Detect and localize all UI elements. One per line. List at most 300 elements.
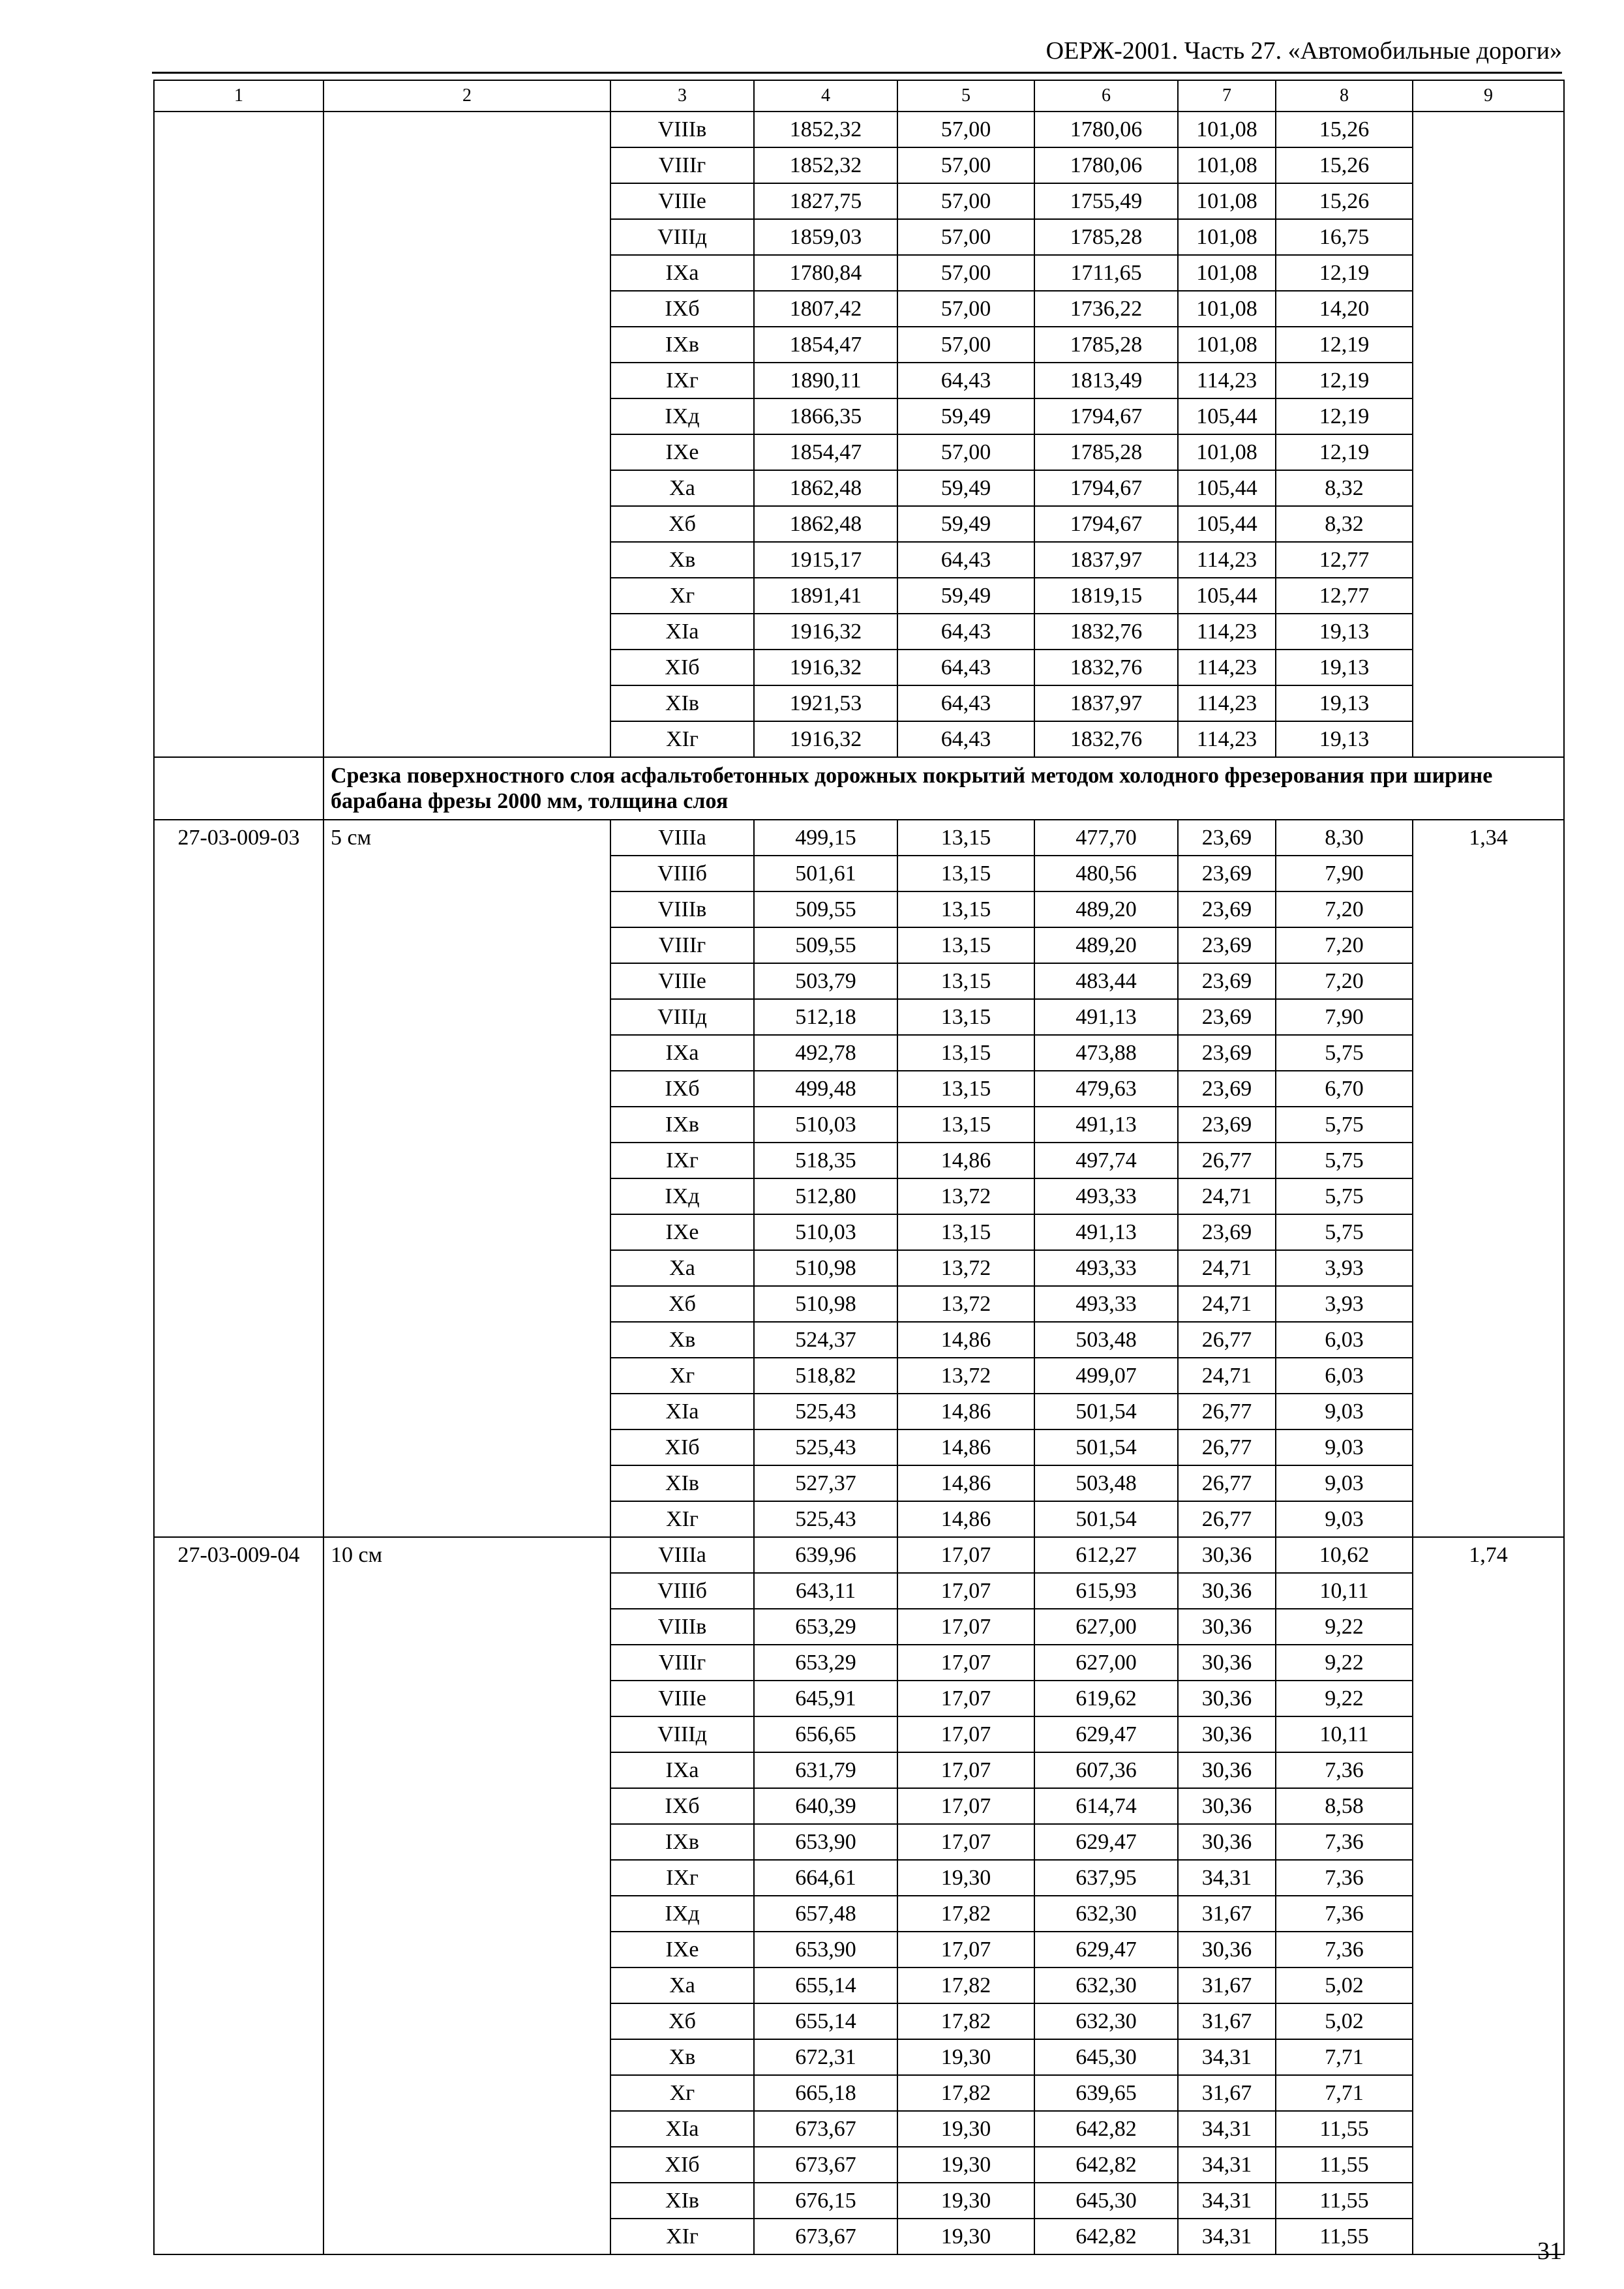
value-cell-8: 7,71 xyxy=(1276,2039,1413,2075)
code-cell: XIг xyxy=(610,1501,754,1537)
value-cell-6: 632,30 xyxy=(1034,1896,1178,1932)
value-cell-4: 653,29 xyxy=(754,1645,897,1681)
code-cell: VIIIд xyxy=(610,1716,754,1752)
value-cell-7: 30,36 xyxy=(1178,1537,1276,1573)
value-cell-5: 17,07 xyxy=(897,1573,1034,1609)
value-cell-7: 34,31 xyxy=(1178,2111,1276,2147)
value-cell-8: 5,02 xyxy=(1276,2003,1413,2039)
value-cell-4: 1916,32 xyxy=(754,650,897,685)
value-cell-6: 642,82 xyxy=(1034,2111,1178,2147)
value-cell-5: 57,00 xyxy=(897,147,1034,183)
value-cell-7: 31,67 xyxy=(1178,2075,1276,2111)
value-cell-4: 653,90 xyxy=(754,1824,897,1860)
value-cell-4: 655,14 xyxy=(754,1967,897,2003)
value-cell-4: 676,15 xyxy=(754,2183,897,2219)
value-cell-5: 13,72 xyxy=(897,1178,1034,1214)
value-cell-4: 1916,32 xyxy=(754,614,897,650)
value-cell-6: 477,70 xyxy=(1034,820,1178,856)
value-cell-7: 30,36 xyxy=(1178,1645,1276,1681)
value-cell-7: 26,77 xyxy=(1178,1143,1276,1178)
value-cell-4: 1921,53 xyxy=(754,685,897,721)
value-cell-6: 645,30 xyxy=(1034,2039,1178,2075)
value-cell-5: 13,15 xyxy=(897,856,1034,891)
value-cell-6: 614,74 xyxy=(1034,1788,1178,1824)
code-cell: IXа xyxy=(610,255,754,291)
code-cell: VIIIв xyxy=(610,891,754,927)
value-cell-4: 509,55 xyxy=(754,891,897,927)
value-cell-8: 12,77 xyxy=(1276,578,1413,614)
value-cell-6: 493,33 xyxy=(1034,1286,1178,1322)
code-cell: VIIIд xyxy=(610,219,754,255)
value-cell-8: 11,55 xyxy=(1276,2183,1413,2219)
value-cell-4: 653,90 xyxy=(754,1932,897,1967)
value-cell-6: 501,54 xyxy=(1034,1501,1178,1537)
column-number-cell: 9 xyxy=(1413,80,1564,112)
value-cell-6: 1780,06 xyxy=(1034,112,1178,147)
value-cell-8: 19,13 xyxy=(1276,685,1413,721)
value-cell-6: 632,30 xyxy=(1034,2003,1178,2039)
value-cell-6: 615,93 xyxy=(1034,1573,1178,1609)
value-cell-4: 503,79 xyxy=(754,963,897,999)
value-cell-4: 510,98 xyxy=(754,1250,897,1286)
value-cell-7: 23,69 xyxy=(1178,1035,1276,1071)
code-cell: VIIIв xyxy=(610,112,754,147)
value-cell-8: 8,32 xyxy=(1276,470,1413,506)
value-cell-8: 3,93 xyxy=(1276,1250,1413,1286)
value-cell-5: 17,07 xyxy=(897,1932,1034,1967)
value-cell-5: 64,43 xyxy=(897,614,1034,650)
code-cell: IXб xyxy=(610,1071,754,1107)
value-cell-5: 17,07 xyxy=(897,1537,1034,1573)
value-cell-8: 9,03 xyxy=(1276,1501,1413,1537)
value-cell-5: 17,82 xyxy=(897,1967,1034,2003)
name-cell-empty xyxy=(323,112,610,757)
value-cell-8: 7,36 xyxy=(1276,1932,1413,1967)
value-cell-4: 640,39 xyxy=(754,1788,897,1824)
code-cell: VIIIг xyxy=(610,147,754,183)
value-cell-8: 12,19 xyxy=(1276,398,1413,434)
value-cell-4: 1852,32 xyxy=(754,112,897,147)
value-cell-4: 518,35 xyxy=(754,1143,897,1178)
value-cell-6: 1794,67 xyxy=(1034,470,1178,506)
value-cell-6: 629,47 xyxy=(1034,1824,1178,1860)
value-cell-6: 1785,28 xyxy=(1034,434,1178,470)
code-cell: Xб xyxy=(610,2003,754,2039)
value-cell-5: 13,72 xyxy=(897,1250,1034,1286)
col9-cell-empty xyxy=(1413,112,1564,757)
value-cell-6: 637,95 xyxy=(1034,1860,1178,1896)
value-cell-4: 1862,48 xyxy=(754,470,897,506)
value-cell-7: 34,31 xyxy=(1178,2183,1276,2219)
value-cell-4: 525,43 xyxy=(754,1501,897,1537)
value-cell-8: 5,75 xyxy=(1276,1143,1413,1178)
section-title-row xyxy=(154,757,1564,820)
value-cell-7: 26,77 xyxy=(1178,1394,1276,1429)
code-cell: IXг xyxy=(610,1143,754,1178)
value-cell-4: 501,61 xyxy=(754,856,897,891)
value-cell-5: 13,15 xyxy=(897,999,1034,1035)
value-cell-8: 10,11 xyxy=(1276,1716,1413,1752)
value-cell-7: 34,31 xyxy=(1178,1860,1276,1896)
code-cell: VIIIе xyxy=(610,1681,754,1716)
value-cell-4: 512,80 xyxy=(754,1178,897,1214)
value-cell-8: 14,20 xyxy=(1276,291,1413,327)
value-cell-8: 3,93 xyxy=(1276,1286,1413,1322)
value-cell-5: 17,07 xyxy=(897,1716,1034,1752)
value-cell-5: 17,07 xyxy=(897,1681,1034,1716)
value-cell-4: 672,31 xyxy=(754,2039,897,2075)
value-cell-6: 619,62 xyxy=(1034,1681,1178,1716)
value-cell-4: 1866,35 xyxy=(754,398,897,434)
code-cell: XIа xyxy=(610,614,754,650)
code-cell: Xг xyxy=(610,1358,754,1394)
value-cell-7: 30,36 xyxy=(1178,1752,1276,1788)
value-cell-8: 7,20 xyxy=(1276,963,1413,999)
value-cell-4: 1859,03 xyxy=(754,219,897,255)
code-cell: Xв xyxy=(610,542,754,578)
value-cell-7: 23,69 xyxy=(1178,856,1276,891)
value-cell-5: 17,07 xyxy=(897,1609,1034,1645)
value-cell-8: 12,77 xyxy=(1276,542,1413,578)
value-cell-4: 1854,47 xyxy=(754,434,897,470)
value-cell-4: 1854,47 xyxy=(754,327,897,363)
col9-value: 1,34 xyxy=(1413,820,1564,1537)
code-cell: VIIIб xyxy=(610,856,754,891)
code-cell: IXг xyxy=(610,1860,754,1896)
value-cell-6: 497,74 xyxy=(1034,1143,1178,1178)
value-cell-4: 527,37 xyxy=(754,1465,897,1501)
value-cell-6: 493,33 xyxy=(1034,1250,1178,1286)
value-cell-7: 34,31 xyxy=(1178,2039,1276,2075)
code-cell: XIг xyxy=(610,721,754,757)
value-cell-8: 9,03 xyxy=(1276,1429,1413,1465)
value-cell-4: 664,61 xyxy=(754,1860,897,1896)
value-cell-6: 612,27 xyxy=(1034,1537,1178,1573)
value-cell-7: 30,36 xyxy=(1178,1932,1276,1967)
value-cell-4: 631,79 xyxy=(754,1752,897,1788)
value-cell-8: 19,13 xyxy=(1276,650,1413,685)
code-cell: IXв xyxy=(610,1107,754,1143)
value-cell-6: 627,00 xyxy=(1034,1645,1178,1681)
value-cell-8: 9,22 xyxy=(1276,1681,1413,1716)
value-cell-5: 17,07 xyxy=(897,1788,1034,1824)
value-cell-6: 1785,28 xyxy=(1034,219,1178,255)
value-cell-4: 673,67 xyxy=(754,2111,897,2147)
value-cell-6: 491,13 xyxy=(1034,999,1178,1035)
value-cell-4: 510,98 xyxy=(754,1286,897,1322)
value-cell-4: 499,48 xyxy=(754,1071,897,1107)
value-cell-6: 480,56 xyxy=(1034,856,1178,891)
table-row xyxy=(154,112,1564,147)
value-cell-8: 7,36 xyxy=(1276,1824,1413,1860)
value-cell-4: 1916,32 xyxy=(754,721,897,757)
value-cell-4: 492,78 xyxy=(754,1035,897,1071)
value-cell-5: 64,43 xyxy=(897,721,1034,757)
value-cell-6: 645,30 xyxy=(1034,2183,1178,2219)
value-cell-4: 510,03 xyxy=(754,1214,897,1250)
value-cell-6: 629,47 xyxy=(1034,1716,1178,1752)
value-cell-5: 14,86 xyxy=(897,1429,1034,1465)
value-cell-7: 26,77 xyxy=(1178,1322,1276,1358)
value-cell-8: 10,11 xyxy=(1276,1573,1413,1609)
value-cell-5: 64,43 xyxy=(897,363,1034,398)
code-cell: IXа xyxy=(610,1035,754,1071)
value-cell-7: 23,69 xyxy=(1178,927,1276,963)
value-cell-5: 13,72 xyxy=(897,1358,1034,1394)
value-cell-7: 101,08 xyxy=(1178,183,1276,219)
value-cell-7: 105,44 xyxy=(1178,578,1276,614)
value-cell-5: 13,15 xyxy=(897,1107,1034,1143)
value-cell-7: 101,08 xyxy=(1178,291,1276,327)
code-cell: VIIIе xyxy=(610,183,754,219)
code-cell: VIIIб xyxy=(610,1573,754,1609)
value-cell-8: 15,26 xyxy=(1276,112,1413,147)
value-cell-7: 101,08 xyxy=(1178,112,1276,147)
value-cell-8: 7,90 xyxy=(1276,999,1413,1035)
column-number-cell: 1 xyxy=(154,80,323,112)
value-cell-7: 101,08 xyxy=(1178,327,1276,363)
value-cell-5: 17,07 xyxy=(897,1645,1034,1681)
value-cell-8: 12,19 xyxy=(1276,327,1413,363)
value-cell-6: 1813,49 xyxy=(1034,363,1178,398)
column-number-cell: 7 xyxy=(1178,80,1276,112)
value-cell-5: 13,15 xyxy=(897,927,1034,963)
code-cell: VIIIд xyxy=(610,999,754,1035)
value-cell-7: 23,69 xyxy=(1178,1071,1276,1107)
value-cell-7: 30,36 xyxy=(1178,1609,1276,1645)
value-cell-8: 9,22 xyxy=(1276,1609,1413,1645)
code-cell: IXб xyxy=(610,291,754,327)
column-number-cell: 8 xyxy=(1276,80,1413,112)
code-cell: Xг xyxy=(610,2075,754,2111)
section-title-spacer xyxy=(154,757,323,820)
value-cell-4: 673,67 xyxy=(754,2147,897,2183)
value-cell-8: 12,19 xyxy=(1276,255,1413,291)
value-cell-6: 499,07 xyxy=(1034,1358,1178,1394)
code-cell: XIг xyxy=(610,2219,754,2254)
code-cell: Xа xyxy=(610,1250,754,1286)
header-rule xyxy=(152,72,1562,74)
value-cell-6: 489,20 xyxy=(1034,891,1178,927)
value-cell-6: 503,48 xyxy=(1034,1322,1178,1358)
value-cell-8: 5,75 xyxy=(1276,1178,1413,1214)
value-cell-7: 105,44 xyxy=(1178,398,1276,434)
value-cell-4: 1852,32 xyxy=(754,147,897,183)
value-cell-8: 8,32 xyxy=(1276,506,1413,542)
value-cell-6: 642,82 xyxy=(1034,2219,1178,2254)
value-cell-7: 30,36 xyxy=(1178,1681,1276,1716)
code-cell: IXв xyxy=(610,1824,754,1860)
value-cell-7: 114,23 xyxy=(1178,614,1276,650)
value-cell-7: 101,08 xyxy=(1178,434,1276,470)
value-cell-8: 11,55 xyxy=(1276,2111,1413,2147)
value-cell-7: 26,77 xyxy=(1178,1501,1276,1537)
value-cell-5: 13,15 xyxy=(897,1214,1034,1250)
value-cell-4: 525,43 xyxy=(754,1394,897,1429)
value-cell-6: 473,88 xyxy=(1034,1035,1178,1071)
value-cell-5: 13,15 xyxy=(897,1071,1034,1107)
code-cell: XIб xyxy=(610,1429,754,1465)
value-cell-5: 14,86 xyxy=(897,1501,1034,1537)
value-cell-6: 1832,76 xyxy=(1034,650,1178,685)
value-cell-5: 19,30 xyxy=(897,2147,1034,2183)
value-cell-6: 1832,76 xyxy=(1034,614,1178,650)
value-cell-4: 1915,17 xyxy=(754,542,897,578)
value-cell-5: 14,86 xyxy=(897,1465,1034,1501)
value-cell-6: 501,54 xyxy=(1034,1429,1178,1465)
value-cell-7: 23,69 xyxy=(1178,999,1276,1035)
col9-value: 1,74 xyxy=(1413,1537,1564,2254)
value-cell-4: 665,18 xyxy=(754,2075,897,2111)
value-cell-7: 23,69 xyxy=(1178,1107,1276,1143)
value-cell-7: 30,36 xyxy=(1178,1824,1276,1860)
value-cell-8: 10,62 xyxy=(1276,1537,1413,1573)
value-cell-4: 509,55 xyxy=(754,927,897,963)
value-cell-8: 7,90 xyxy=(1276,856,1413,891)
value-cell-6: 639,65 xyxy=(1034,2075,1178,2111)
value-cell-7: 23,69 xyxy=(1178,963,1276,999)
value-cell-7: 30,36 xyxy=(1178,1788,1276,1824)
code-cell: XIв xyxy=(610,685,754,721)
value-cell-7: 114,23 xyxy=(1178,650,1276,685)
value-cell-8: 9,03 xyxy=(1276,1394,1413,1429)
section-title: Срезка поверхностного слоя асфальтобетонных дорожных покрытий методом холодного фрезерования при ширине барабана фрезы 2000 мм, толщина слоя xyxy=(323,757,1564,820)
value-cell-4: 525,43 xyxy=(754,1429,897,1465)
value-cell-8: 12,19 xyxy=(1276,363,1413,398)
value-cell-5: 19,30 xyxy=(897,2111,1034,2147)
code-cell: IXд xyxy=(610,398,754,434)
code-cell: IXа xyxy=(610,1752,754,1788)
value-cell-5: 59,49 xyxy=(897,578,1034,614)
value-cell-6: 1785,28 xyxy=(1034,327,1178,363)
value-cell-4: 499,15 xyxy=(754,820,897,856)
value-cell-6: 632,30 xyxy=(1034,1967,1178,2003)
value-cell-5: 64,43 xyxy=(897,542,1034,578)
code-cell: Xб xyxy=(610,1286,754,1322)
value-cell-6: 629,47 xyxy=(1034,1932,1178,1967)
value-cell-6: 493,33 xyxy=(1034,1178,1178,1214)
table-body xyxy=(154,80,1564,2254)
value-cell-8: 7,20 xyxy=(1276,891,1413,927)
value-cell-6: 1736,22 xyxy=(1034,291,1178,327)
value-cell-8: 15,26 xyxy=(1276,147,1413,183)
value-cell-6: 501,54 xyxy=(1034,1394,1178,1429)
value-cell-7: 24,71 xyxy=(1178,1286,1276,1322)
value-cell-4: 645,91 xyxy=(754,1681,897,1716)
value-cell-4: 673,67 xyxy=(754,2219,897,2254)
value-cell-6: 1832,76 xyxy=(1034,721,1178,757)
value-cell-4: 518,82 xyxy=(754,1358,897,1394)
value-cell-4: 653,29 xyxy=(754,1609,897,1645)
value-cell-8: 5,02 xyxy=(1276,1967,1413,2003)
value-cell-6: 491,13 xyxy=(1034,1107,1178,1143)
value-cell-5: 59,49 xyxy=(897,398,1034,434)
value-cell-7: 101,08 xyxy=(1178,147,1276,183)
value-cell-6: 489,20 xyxy=(1034,927,1178,963)
value-cell-8: 7,36 xyxy=(1276,1752,1413,1788)
value-cell-4: 643,11 xyxy=(754,1573,897,1609)
column-number-cell: 4 xyxy=(754,80,897,112)
code-cell: VIIIг xyxy=(610,1645,754,1681)
value-cell-7: 30,36 xyxy=(1178,1573,1276,1609)
value-cell-7: 101,08 xyxy=(1178,219,1276,255)
value-cell-8: 5,75 xyxy=(1276,1035,1413,1071)
value-cell-7: 31,67 xyxy=(1178,2003,1276,2039)
value-cell-8: 11,55 xyxy=(1276,2147,1413,2183)
value-cell-4: 510,03 xyxy=(754,1107,897,1143)
code-cell: Xв xyxy=(610,1322,754,1358)
code-cell: IXб xyxy=(610,1788,754,1824)
value-cell-5: 14,86 xyxy=(897,1394,1034,1429)
value-cell-5: 13,15 xyxy=(897,891,1034,927)
value-cell-6: 642,82 xyxy=(1034,2147,1178,2183)
value-cell-8: 8,58 xyxy=(1276,1788,1413,1824)
value-cell-4: 1780,84 xyxy=(754,255,897,291)
value-cell-8: 7,36 xyxy=(1276,1860,1413,1896)
page-number: 31 xyxy=(1537,2237,1562,2265)
value-cell-4: 639,96 xyxy=(754,1537,897,1573)
value-cell-6: 1837,97 xyxy=(1034,685,1178,721)
value-cell-8: 12,19 xyxy=(1276,434,1413,470)
value-cell-6: 1819,15 xyxy=(1034,578,1178,614)
column-number-cell: 6 xyxy=(1034,80,1178,112)
value-cell-5: 64,43 xyxy=(897,650,1034,685)
value-cell-7: 23,69 xyxy=(1178,1214,1276,1250)
value-cell-6: 1837,97 xyxy=(1034,542,1178,578)
code-cell: VIIIе xyxy=(610,963,754,999)
value-cell-5: 57,00 xyxy=(897,112,1034,147)
value-cell-5: 17,82 xyxy=(897,1896,1034,1932)
code-cell: Xа xyxy=(610,1967,754,2003)
value-cell-8: 19,13 xyxy=(1276,614,1413,650)
rate-name: 5 см xyxy=(323,820,610,1537)
value-cell-6: 627,00 xyxy=(1034,1609,1178,1645)
code-cell-empty xyxy=(154,112,323,757)
value-cell-7: 114,23 xyxy=(1178,363,1276,398)
value-cell-5: 17,07 xyxy=(897,1752,1034,1788)
column-number-row xyxy=(154,80,1564,112)
value-cell-7: 23,69 xyxy=(1178,891,1276,927)
value-cell-7: 105,44 xyxy=(1178,506,1276,542)
code-cell: Xв xyxy=(610,2039,754,2075)
value-cell-7: 114,23 xyxy=(1178,542,1276,578)
value-cell-4: 512,18 xyxy=(754,999,897,1035)
value-cell-7: 23,69 xyxy=(1178,820,1276,856)
code-cell: Xа xyxy=(610,470,754,506)
value-cell-7: 30,36 xyxy=(1178,1716,1276,1752)
value-cell-5: 13,15 xyxy=(897,820,1034,856)
value-cell-7: 24,71 xyxy=(1178,1178,1276,1214)
code-cell: IXе xyxy=(610,434,754,470)
code-cell: XIб xyxy=(610,2147,754,2183)
value-cell-8: 15,26 xyxy=(1276,183,1413,219)
value-cell-7: 101,08 xyxy=(1178,255,1276,291)
value-cell-7: 34,31 xyxy=(1178,2219,1276,2254)
value-cell-8: 9,22 xyxy=(1276,1645,1413,1681)
value-cell-8: 11,55 xyxy=(1276,2219,1413,2254)
value-cell-6: 483,44 xyxy=(1034,963,1178,999)
table-row xyxy=(154,820,1564,856)
code-cell: VIIIа xyxy=(610,1537,754,1573)
value-cell-5: 59,49 xyxy=(897,506,1034,542)
value-cell-4: 1862,48 xyxy=(754,506,897,542)
value-cell-5: 17,82 xyxy=(897,2003,1034,2039)
column-number-cell: 5 xyxy=(897,80,1034,112)
value-cell-8: 6,70 xyxy=(1276,1071,1413,1107)
value-cell-5: 19,30 xyxy=(897,2219,1034,2254)
value-cell-5: 19,30 xyxy=(897,1860,1034,1896)
value-cell-4: 1890,11 xyxy=(754,363,897,398)
